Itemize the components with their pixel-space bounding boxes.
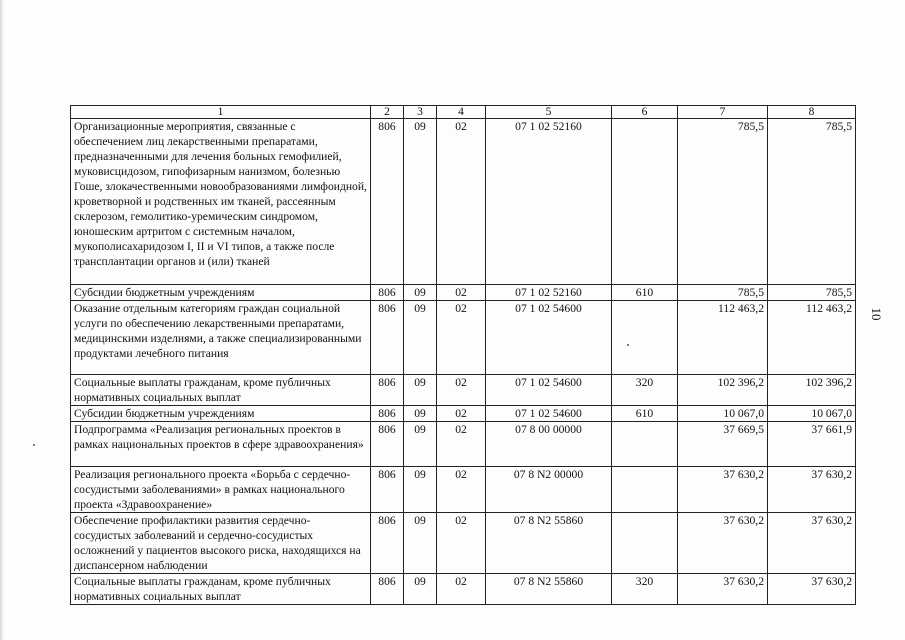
row-expense-type: 320: [612, 375, 678, 406]
row-target-article: 07 1 02 54600: [486, 375, 612, 406]
row-sum-col8: 102 396,2: [768, 375, 856, 406]
row-sum-col7: 785,5: [678, 119, 768, 285]
row-section: 09: [404, 285, 437, 301]
row-sum-col7: 785,5: [678, 285, 768, 301]
row-sum-col8: 785,5: [768, 119, 856, 285]
row-expense-type: [612, 513, 678, 574]
row-section: 09: [404, 422, 437, 467]
row-name: Организационные мероприятия, связанные с обеспечением лиц лекарственными препаратами, предназначенными для лечения больных гемофилией, муковисцидозом, гипофизарным нанизмом, болезнью Гоше, злокачественными новообразованиями лимфоидной, кроветворной и родственных им тканей, рассеянным склерозом, гемолитико-уремическим синдромом, юношеским артритом с системным началом, мукополисахаридозом I, II и VI типов, а также после трансплантации органов и (или) тканей: [71, 119, 371, 285]
row-target-article: 07 1 02 52160: [486, 285, 612, 301]
row-target-article: 07 8 N2 55860: [486, 574, 612, 605]
table-row: [71, 467, 856, 513]
row-sum-col8: 785,5: [768, 285, 856, 301]
row-sum-col7: 102 396,2: [678, 375, 768, 406]
table-row: [71, 119, 856, 285]
row-name: Социальные выплаты гражданам, кроме публичных нормативных социальных выплат: [71, 574, 371, 605]
row-grbs: 806: [371, 513, 404, 574]
row-sum-col8: 37 630,2: [768, 513, 856, 574]
row-grbs: 806: [371, 422, 404, 467]
row-expense-type: 610: [612, 285, 678, 301]
row-section: 09: [404, 467, 437, 513]
row-sum-col8: 10 067,0: [768, 406, 856, 422]
row-sum-col8: 37 630,2: [768, 574, 856, 605]
row-subsection: 02: [437, 467, 486, 513]
row-name: Субсидии бюджетным учреждениям: [71, 406, 371, 422]
table-row: [71, 301, 856, 375]
page-number: 10: [869, 307, 884, 321]
row-subsection: 02: [437, 375, 486, 406]
row-name: Подпрограмма «Реализация региональных проектов в рамках национальных проектов в сфере здравоохранения»: [71, 422, 371, 467]
row-subsection: 02: [437, 422, 486, 467]
row-subsection: 02: [437, 285, 486, 301]
table-header-row: [71, 106, 856, 119]
column-number-8: 8: [768, 106, 856, 119]
row-name: Обеспечение профилактики развития сердечно-сосудистых заболеваний и сердечно-сосудистых осложнений у пациентов высокого риска, находящихся на диспансерном наблюдении: [71, 513, 371, 574]
table-row: [71, 513, 856, 574]
row-grbs: 806: [371, 119, 404, 285]
row-section: 09: [404, 513, 437, 574]
row-expense-type: [612, 119, 678, 285]
column-number-7: 7: [678, 106, 768, 119]
row-section: 09: [404, 301, 437, 375]
row-sum-col7: 10 067,0: [678, 406, 768, 422]
column-number-2: 2: [371, 106, 404, 119]
column-number-5: 5: [486, 106, 612, 119]
scan-speck: [627, 344, 629, 346]
column-number-1: 1: [71, 106, 371, 119]
row-grbs: 806: [371, 406, 404, 422]
row-name: Социальные выплаты гражданам, кроме публичных нормативных социальных выплат: [71, 375, 371, 406]
row-sum-col8: 37 630,2: [768, 467, 856, 513]
budget-table: [70, 105, 856, 605]
row-sum-col7: 37 669,5: [678, 422, 768, 467]
row-name: Субсидии бюджетным учреждениям: [71, 285, 371, 301]
row-subsection: 02: [437, 406, 486, 422]
row-subsection: 02: [437, 574, 486, 605]
row-name: Оказание отдельным категориям граждан социальной услуги по обеспечению лекарственными препаратами, медицинскими изделиями, а также специализированными продуктами лечебного питания: [71, 301, 371, 375]
row-section: 09: [404, 375, 437, 406]
row-grbs: 806: [371, 301, 404, 375]
row-grbs: 806: [371, 574, 404, 605]
row-target-article: 07 8 N2 55860: [486, 513, 612, 574]
scan-edge-shadow: [0, 0, 4, 640]
row-sum-col7: 37 630,2: [678, 574, 768, 605]
row-sum-col7: 37 630,2: [678, 513, 768, 574]
row-subsection: 02: [437, 513, 486, 574]
row-target-article: 07 1 02 54600: [486, 301, 612, 375]
row-subsection: 02: [437, 301, 486, 375]
row-expense-type: [612, 301, 678, 375]
row-expense-type: 320: [612, 574, 678, 605]
table-row: [71, 375, 856, 406]
row-grbs: 806: [371, 285, 404, 301]
row-sum-col7: 112 463,2: [678, 301, 768, 375]
row-target-article: 07 8 00 00000: [486, 422, 612, 467]
table-row: [71, 285, 856, 301]
row-grbs: 806: [371, 375, 404, 406]
row-target-article: 07 8 N2 00000: [486, 467, 612, 513]
row-section: 09: [404, 119, 437, 285]
column-number-6: 6: [612, 106, 678, 119]
scan-speck: [33, 444, 35, 446]
table-row: [71, 574, 856, 605]
row-name: Реализация регионального проекта «Борьба с сердечно-сосудистыми заболеваниями» в рамках национального проекта «Здравоохранение»: [71, 467, 371, 513]
row-expense-type: 610: [612, 406, 678, 422]
row-grbs: 806: [371, 467, 404, 513]
row-sum-col7: 37 630,2: [678, 467, 768, 513]
row-expense-type: [612, 422, 678, 467]
column-number-3: 3: [404, 106, 437, 119]
row-target-article: 07 1 02 54600: [486, 406, 612, 422]
table-row: [71, 422, 856, 467]
column-number-4: 4: [437, 106, 486, 119]
row-section: 09: [404, 406, 437, 422]
row-subsection: 02: [437, 119, 486, 285]
row-sum-col8: 112 463,2: [768, 301, 856, 375]
row-section: 09: [404, 574, 437, 605]
row-sum-col8: 37 661,9: [768, 422, 856, 467]
table-row: [71, 406, 856, 422]
row-target-article: 07 1 02 52160: [486, 119, 612, 285]
row-expense-type: [612, 467, 678, 513]
